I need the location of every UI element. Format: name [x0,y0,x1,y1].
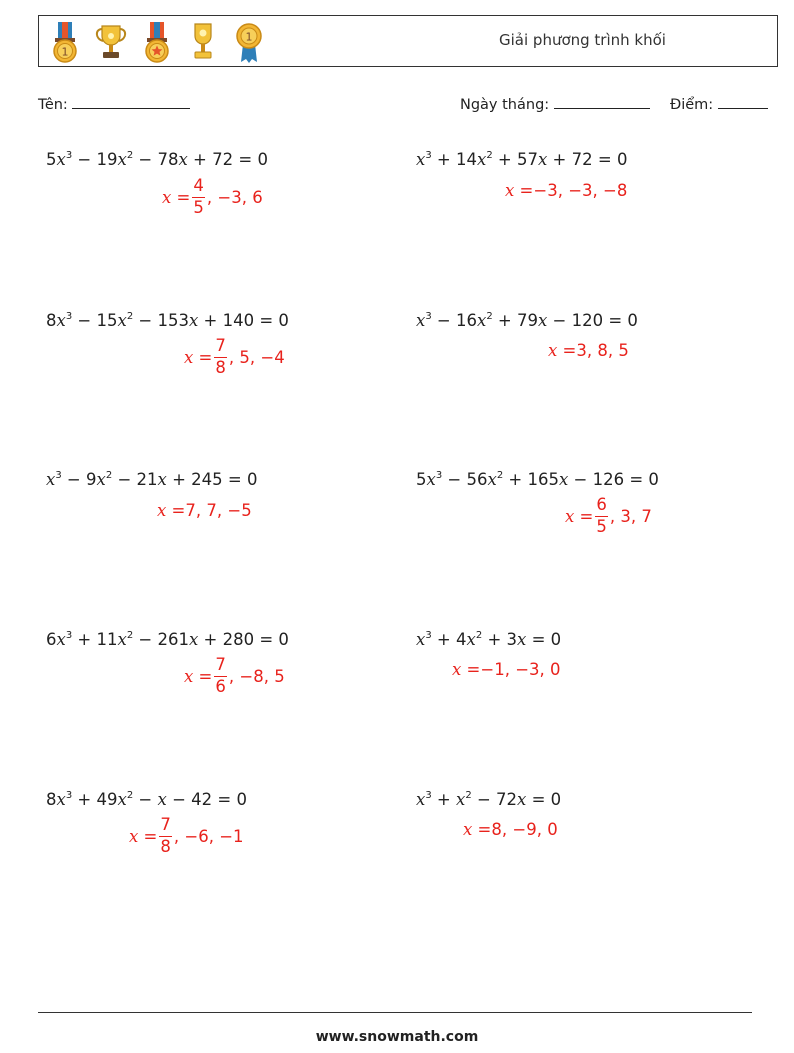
answer-fraction: $\frac{4}{5}$ [193,176,204,217]
score-blank [718,94,768,109]
svg-text:1: 1 [245,30,253,44]
date-blank [554,94,650,109]
answer-fraction: $\frac{7}{8}$ [215,336,226,377]
answer: x = $\frac{4}{5}$ , −3, 6 [162,176,263,217]
answer: x = −3, −3, −8 [505,181,628,200]
score-label: Điểm: [670,97,714,113]
answer: x = 3, 8, 5 [548,341,629,360]
trophy-icon [93,20,129,64]
name-field [38,94,190,113]
answer-fraction: $\frac{7}{6}$ [215,655,226,696]
answer: x = −1, −3, 0 [452,660,561,679]
medal-star-icon [139,20,175,64]
answer: x = $\frac{7}{8}$ , −6, −1 [129,815,244,856]
svg-text:1: 1 [61,45,69,59]
rosette-1-icon [231,20,267,64]
answer: x = 7, 7, −5 [157,501,252,520]
answer-fraction: $\frac{6}{5}$ [596,495,607,536]
date-label: Ngày tháng: [460,97,550,113]
answer-fraction: $\frac{7}{8}$ [160,815,171,856]
answer: x = 8, −9, 0 [463,820,558,839]
name-label: Tên: [38,97,68,113]
equation: $8x^3 + 49x^2 - x - 42 = 0$ [46,790,247,809]
equation: $5x^3 - 56x^2 + 165x - 126 = 0$ [416,470,659,489]
equation: $6x^3 + 11x^2 - 261x + 280 = 0$ [46,630,289,649]
equation: $x^3 + 4x^2 + 3x = 0$ [416,630,562,649]
footer-url: www.snowmath.com [315,1029,479,1045]
medal-1-icon [47,20,83,64]
footer-divider [38,1012,752,1013]
equation: $x^3 - 16x^2 + 79x - 120 = 0$ [416,311,638,330]
worksheet-title: Giải phương trình khối [499,31,666,49]
answer: x = $\frac{7}{8}$ , 5, −4 [184,336,285,377]
score-field [670,94,768,113]
answer: x = $\frac{6}{5}$ , 3, 7 [565,495,652,536]
equation: $x^3 + 14x^2 + 57x + 72 = 0$ [416,150,628,169]
date-field [460,94,650,113]
name-blank [72,94,190,109]
equation: $5x^3 - 19x^2 - 78x + 72 = 0$ [46,150,268,169]
equation: $8x^3 - 15x^2 - 153x + 140 = 0$ [46,311,289,330]
cup-icon [185,20,221,64]
worksheet-header [38,15,778,67]
equation: $x^3 - 9x^2 - 21x + 245 = 0$ [46,470,258,489]
header-icons [47,20,267,64]
equation: $x^3 + x^2 - 72x = 0$ [416,790,562,809]
answer: x = $\frac{7}{6}$ , −8, 5 [184,655,285,696]
